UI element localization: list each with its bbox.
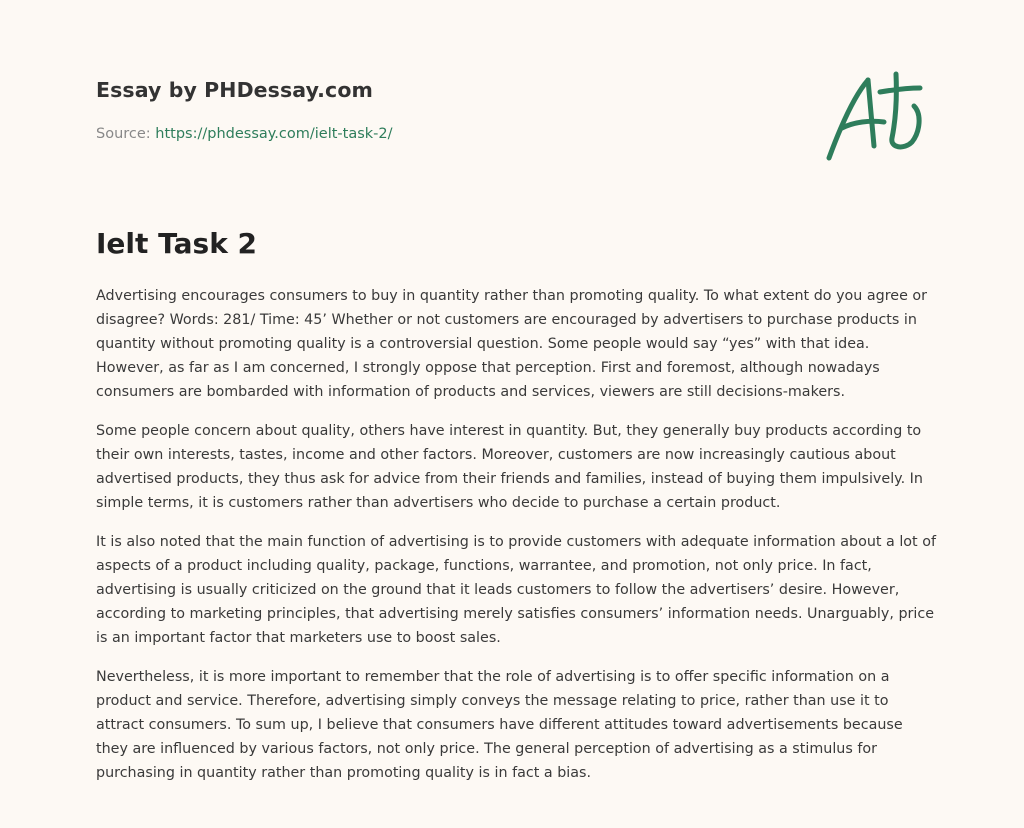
essay-paragraph: Nevertheless, it is more important to remember that the role of advertising is to offer specific information on a product and service. Therefore, advertising simply conveys the message relating to price, rather than use it to attract consumers. To sum up, I believe that consumers have different attitudes toward advertisements because they are influenced by various factors, not only price. The general perception of advertising as a stimulus for purchasing in quantity rather than promoting quality is in fact a bias. [96, 669, 903, 781]
page-header [96, 76, 373, 104]
source-link[interactable]: https://phdessay.com/ielt-task-2/ [155, 126, 393, 142]
essay-paragraph: Advertising encourages consumers to buy in quantity rather than promoting quality. To what extent do you agree or disagree? Words: 281/ Time: 45’ Whether or not customers are encouraged by advertisers to purchase products in quantity without promoting quality is a controversial question. Some people would say “yes” with that idea. However, as far as I am concerned, I strongly oppose that perception. First and foremost, although nowadays consumers are bombarded with information of products and services, viewers are still decisions-makers. [96, 288, 928, 400]
site-title: Essay by PHDessay.com [96, 78, 373, 102]
essay-paragraph: It is also noted that the main function of advertising is to provide customers with adequate information about a lot of aspects of a product including quality, package, functions, warrantee, and promotion, not only price. In fact, advertising is usually criticized on the ground that it leads customers to follow the advertisers’ desire. However, according to marketing principles, that advertising merely satisfies consumers’ information needs. Unarguably, price is an important factor that marketers use to boost sales. [96, 534, 936, 646]
essay-paragraph: Some people concern about quality, others have interest in quantity. But, they generally buy products according to their own interests, tastes, income and other factors. Moreover, customers are now increasingly cautious about advertised products, they thus ask for advice from their friends and families, instead of buying them impulsively. In simple terms, it is customers rather than advertisers who decide to purchase a certain product. [96, 423, 923, 511]
essay-body [96, 284, 936, 800]
source-label: Source: [96, 126, 151, 142]
source-line [96, 124, 393, 144]
a-plus-grade-icon [820, 66, 928, 166]
essay-title: Ielt Task 2 [96, 227, 258, 260]
